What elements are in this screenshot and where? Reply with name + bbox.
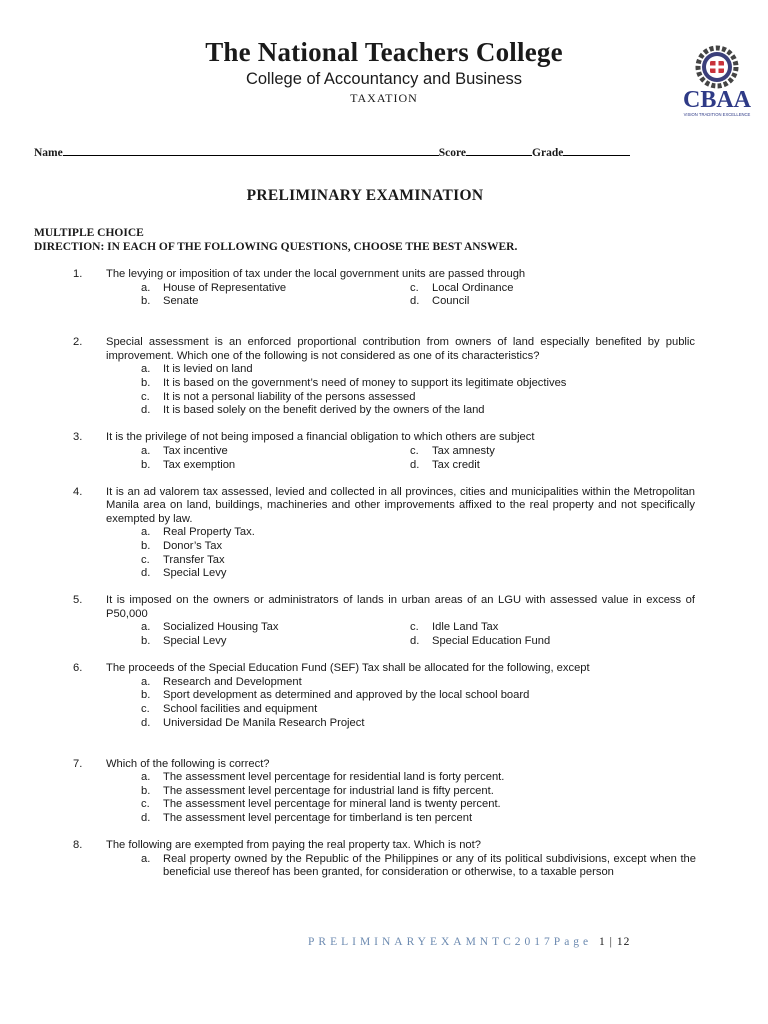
choice-letter: d. [141, 567, 151, 580]
question-number: 6. [73, 662, 83, 675]
choice-option[interactable] [141, 459, 410, 473]
choice-text: It is based on the government’s need of money to support its legitimate objectives [163, 377, 567, 390]
subject-label: TAXATION [350, 91, 418, 105]
choice-option[interactable] [141, 798, 696, 812]
question-number: 1. [73, 268, 83, 280]
direction-text: DIRECTION: IN EACH OF THE FOLLOWING QUESTIONS, CHOOSE THE BEST ANSWER. [34, 241, 518, 253]
choice-option[interactable] [141, 812, 696, 826]
choice-letter: a. [141, 771, 151, 784]
choice-option[interactable] [410, 621, 610, 635]
question-text: Special assessment is an enforced proportional contribution from owners of land especially benefited by public improvement. Which one of the following is not considered as one of its characteristics? [106, 336, 695, 362]
choice-text: Transfer Tax [163, 553, 225, 566]
choice-text: Universidad De Manila Research Project [163, 716, 365, 729]
grade-label: Grade [532, 147, 564, 159]
choice-list [141, 526, 696, 580]
choice-text: The assessment level percentage for residential land is forty percent. [163, 771, 505, 784]
choice-letter: c. [410, 281, 419, 294]
choice-text: Idle Land Tax [432, 621, 499, 634]
choice-list [141, 363, 696, 417]
question-item [0, 662, 768, 730]
choice-letter: b. [141, 377, 151, 390]
choice-option[interactable] [141, 567, 696, 581]
choice-option[interactable] [410, 295, 610, 309]
college-name: The National Teachers College [205, 37, 563, 67]
question-item [0, 594, 768, 648]
page-number: 1 | 12 [599, 936, 631, 948]
question-item [0, 486, 768, 581]
name-label: Name [34, 147, 63, 159]
choice-option[interactable] [141, 526, 696, 540]
choice-option[interactable] [141, 282, 410, 296]
choice-text: Donor’s Tax [163, 540, 223, 552]
choice-option[interactable] [141, 771, 696, 785]
question-item [0, 268, 768, 309]
choice-text: Tax exemption [163, 458, 236, 471]
question-text: The proceeds of the Special Education Fund (SEF) Tax shall be allocated for the following, except [106, 662, 590, 675]
question-text: Which of the following is correct? [106, 757, 270, 770]
choice-text: It is levied on land [163, 363, 253, 376]
choice-text: Local Ordinance [432, 281, 514, 294]
choice-text: Special Levy [163, 635, 227, 648]
choice-text: The assessment level percentage for mineral land is twenty percent. [163, 798, 501, 811]
choice-list [141, 771, 696, 825]
score-label: Score [438, 147, 467, 159]
choice-text: The assessment level percentage for timberland is ten percent [163, 812, 473, 824]
choice-letter: a. [141, 621, 151, 634]
choice-letter: b. [141, 635, 151, 648]
choice-grid [141, 621, 768, 648]
choice-letter: c. [410, 621, 419, 634]
question-text: The following are exempted from paying the real property tax. Which is not? [106, 839, 481, 852]
choice-letter: a. [141, 526, 151, 539]
choice-letter: d. [410, 458, 420, 471]
choice-text: Sport development as determined and approved by the local school board [163, 689, 530, 702]
choice-option[interactable] [141, 621, 410, 635]
choice-option[interactable] [141, 785, 696, 799]
choice-text: Research and Development [163, 675, 302, 688]
choice-letter: d. [141, 716, 151, 729]
footer-text: PRELIMINARYEXAMNTC2017Page [308, 936, 593, 948]
choice-letter: c. [410, 444, 419, 457]
choice-option[interactable] [141, 363, 696, 377]
choice-letter: a. [141, 675, 151, 688]
choice-letter: b. [141, 689, 151, 702]
choice-option[interactable] [141, 853, 696, 880]
choice-letter: d. [410, 295, 420, 308]
choice-text: School facilities and equipment [163, 702, 318, 715]
document-header [0, 36, 768, 106]
choice-letter: d. [141, 404, 151, 417]
choice-letter: b. [141, 458, 151, 471]
choice-text: The assessment level percentage for industrial land is fifty percent. [163, 784, 494, 797]
question-item [0, 431, 768, 472]
choice-text: It is not a personal liability of the persons assessed [163, 390, 416, 403]
question-number: 3. [73, 431, 83, 444]
choice-option[interactable] [141, 295, 410, 309]
choice-letter: d. [410, 635, 420, 648]
choice-text: Tax credit [432, 458, 480, 471]
choice-option[interactable] [141, 445, 410, 459]
choice-text: Senate [163, 295, 199, 308]
choice-text: Tax amnesty [432, 444, 495, 457]
choice-letter: c. [141, 798, 150, 811]
choice-text: Real Property Tax. [163, 526, 255, 539]
choice-text: Tax incentive [163, 444, 228, 457]
gear-emblem-icon [698, 48, 736, 86]
choice-text: Special Education Fund [432, 635, 551, 648]
choice-option[interactable] [141, 717, 696, 731]
choice-option[interactable] [410, 282, 610, 296]
sub-college-name: College of Accountancy and Business [245, 70, 523, 88]
choice-letter: a. [141, 852, 151, 865]
choice-option[interactable] [410, 445, 610, 459]
choice-option[interactable] [141, 554, 696, 568]
choice-option[interactable] [141, 635, 410, 649]
question-number: 4. [73, 485, 83, 498]
choice-text: Real property owned by the Republic of the Philippines or any of its political subdivisions, except when the beneficial use thereof has been granted, for consideration or otherwise, to a taxable person [163, 852, 696, 879]
choice-letter: b. [141, 784, 151, 797]
choice-option[interactable] [141, 676, 696, 690]
choice-grid [141, 445, 768, 472]
question-text: It is an ad valorem tax assessed, levied and collected in all provinces, cities and municipalities within the Metropolitan Manila area on land, buildings, machineries and other improvements affixed to the real property and not specifically exempted by law. [106, 485, 695, 525]
logo-wordmark: CBAA [682, 87, 752, 113]
name-field[interactable] [63, 145, 439, 156]
choice-option[interactable] [410, 459, 610, 473]
score-field[interactable] [466, 145, 532, 156]
choice-text: Special Levy [163, 567, 227, 580]
question-text: It is the privilege of not being imposed a financial obligation to which others are subject [106, 431, 535, 444]
question-item [0, 336, 768, 418]
choice-text: It is based solely on the benefit derived by the owners of the land [163, 404, 485, 417]
choice-option[interactable] [141, 703, 696, 717]
exam-title: PRELIMINARY EXAMINATION [246, 187, 484, 204]
question-number: 8. [73, 839, 83, 852]
choice-option[interactable] [410, 635, 610, 649]
choice-list [141, 853, 696, 880]
cbaa-logo [666, 44, 768, 120]
choice-letter: a. [141, 363, 151, 376]
section-heading: MULTIPLE CHOICE [34, 227, 144, 239]
grade-field[interactable] [563, 145, 630, 156]
choice-letter: b. [141, 540, 151, 552]
question-text: The levying or imposition of tax under the local government units are passed through [106, 268, 526, 280]
question-item [0, 758, 768, 826]
choice-list [141, 676, 696, 730]
question-list [0, 268, 768, 893]
student-info-line [34, 145, 630, 159]
choice-option[interactable] [141, 689, 696, 703]
choice-letter: d. [141, 812, 151, 824]
choice-option[interactable] [141, 540, 696, 554]
choice-letter: c. [141, 390, 150, 403]
logo-tagline: VISION TRADITION EXCELLENCE [683, 112, 751, 117]
question-item [0, 839, 768, 880]
choice-grid [141, 282, 768, 309]
choice-text: Socialized Housing Tax [163, 621, 279, 634]
question-text: It is imposed on the owners or administrators of lands in urban areas of an LGU with assessed value in excess of P50,000 [106, 594, 695, 620]
choice-letter: c. [141, 553, 150, 566]
choice-letter: a. [141, 281, 151, 294]
question-number: 7. [73, 757, 83, 770]
choice-letter: a. [141, 444, 151, 457]
instructions-block [34, 226, 517, 254]
choice-option[interactable] [141, 391, 696, 405]
choice-option[interactable] [141, 377, 696, 391]
question-number: 2. [73, 336, 83, 349]
page-footer [308, 936, 630, 948]
choice-letter: c. [141, 702, 150, 715]
question-number: 5. [73, 594, 83, 607]
choice-text: House of Representative [163, 281, 287, 294]
choice-text: Council [432, 295, 470, 308]
choice-letter: b. [141, 295, 151, 308]
choice-option[interactable] [141, 404, 696, 418]
